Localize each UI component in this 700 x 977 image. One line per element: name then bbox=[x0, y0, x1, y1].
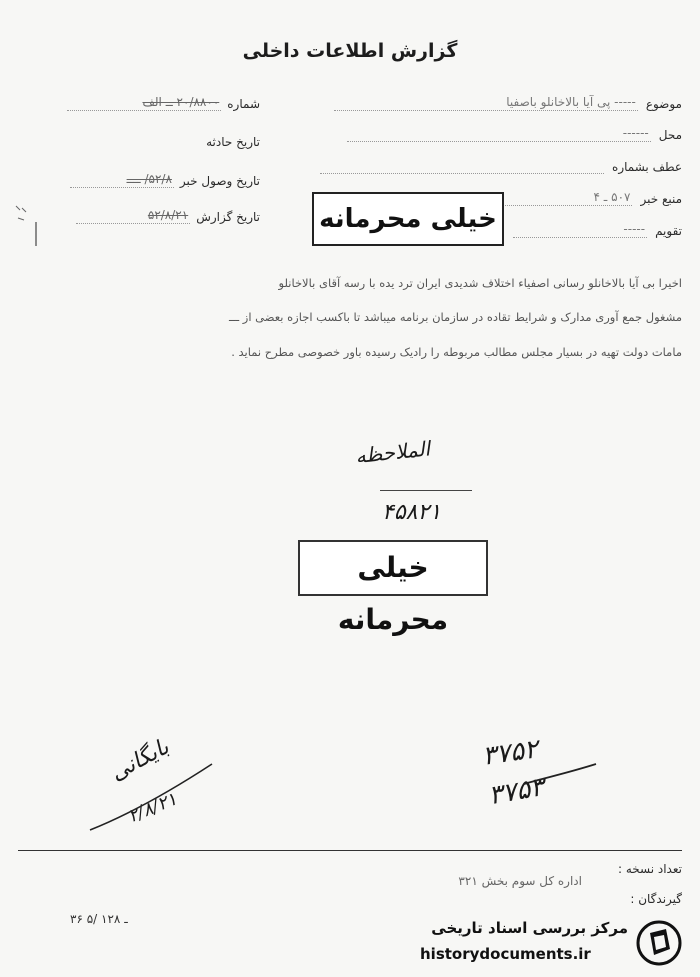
field-label: محل bbox=[658, 128, 682, 142]
field-subject bbox=[302, 95, 682, 111]
field-label: منبع خبر bbox=[640, 192, 682, 206]
handwritten-number: ۳۷۵۲ bbox=[480, 734, 540, 772]
field-receipt-date bbox=[60, 172, 260, 188]
field-report-date bbox=[60, 208, 260, 224]
archive-logo-icon bbox=[636, 919, 682, 967]
handwritten-note: الملاحظه bbox=[354, 436, 432, 469]
field-value: ۵۲/۸/ ــــ bbox=[70, 172, 174, 188]
field-value bbox=[76, 134, 200, 149]
field-location bbox=[302, 126, 682, 142]
field-reference bbox=[302, 158, 682, 174]
signature-stroke-icon bbox=[80, 758, 220, 838]
field-value: ۵۰۷ ـ ۴ bbox=[498, 190, 632, 206]
recipients-label: گیرندگان : bbox=[630, 892, 682, 906]
field-label: موضوع bbox=[645, 97, 682, 111]
watermark-logo bbox=[418, 915, 688, 973]
page-title: گزارش اطلاعات داخلی bbox=[242, 40, 458, 62]
field-incident-date bbox=[60, 134, 260, 149]
handwritten-archive-note: بایگانی bbox=[106, 734, 174, 786]
handwritten-number: ۳۷۵۳ bbox=[486, 772, 547, 812]
field-label: تاریخ حادثه bbox=[206, 135, 260, 149]
field-value: ۵۲/۸/۲۱ bbox=[76, 208, 190, 224]
underline bbox=[380, 490, 472, 491]
field-value: ----- پی آیا بالاخانلو باصفیا bbox=[334, 95, 638, 111]
copies-label: تعداد نسخه : bbox=[617, 862, 682, 876]
field-label: عطف بشماره bbox=[612, 160, 682, 174]
field-value: ----- bbox=[513, 222, 647, 238]
classification-stamp: خیلی محرمانه bbox=[298, 540, 488, 596]
form-code: ۳۶ ـ ۱۲۸ /۵ bbox=[70, 912, 128, 926]
field-label: شماره bbox=[227, 97, 260, 111]
logo-url: historydocuments.ir bbox=[420, 945, 591, 963]
body-line-2: مشغول جمع آوری مدارک و شرایط تقاده در سازمان برنامه میباشد تا باکسب اجازه بعضی از ـــ bbox=[229, 310, 682, 324]
body-line-3: مامات دولت تهیه در بسیار مجلس مطالب مربوطه را رادیک رسیده باور خصوصی مطرح نماید . bbox=[231, 345, 682, 359]
field-label: تاریخ وصول خبر bbox=[179, 174, 260, 188]
margin-marks-icon bbox=[12, 200, 42, 250]
field-value: ------ bbox=[347, 126, 651, 142]
handwritten-number: ۴۵۸۲۱ bbox=[382, 500, 442, 525]
footer-divider bbox=[18, 850, 682, 851]
field-label: تقویم bbox=[655, 224, 682, 238]
field-label: تاریخ گزارش bbox=[196, 210, 260, 224]
handwritten-date: ۲/۸/۲۱ bbox=[124, 788, 180, 828]
logo-name: مرکز بررسی اسناد تاریخی bbox=[431, 919, 628, 937]
scribble-stroke-icon bbox=[520, 760, 600, 790]
body-line-1: اخیرا بی آیا بالاخانلو رسانی اصفیاء اختلاف شدیدی ایران ترد یده با رسه آقای بالاخانلو bbox=[278, 276, 682, 290]
field-number bbox=[60, 95, 260, 111]
field-value bbox=[320, 158, 604, 174]
recipients-value: اداره کل سوم بخش ۳۲۱ bbox=[458, 874, 582, 888]
classification-stamp: خیلی محرمانه bbox=[312, 192, 504, 246]
field-value: ۲۰/۸۸۰۰ ــ الف bbox=[67, 95, 221, 111]
